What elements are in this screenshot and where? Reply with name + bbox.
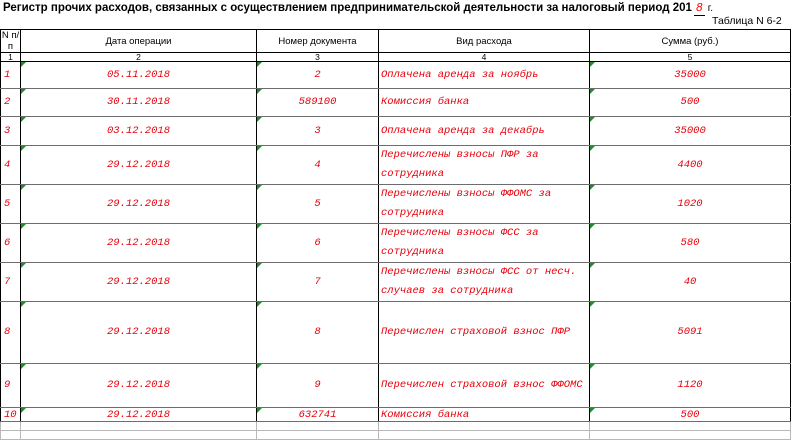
- register-title: [3, 2, 713, 16]
- comment-marker-icon: [21, 117, 26, 122]
- expense-type: Перечислены взносы ПФР за сотрудника: [381, 149, 539, 180]
- document-number: 4: [314, 158, 321, 171]
- expense-cell[interactable]: [379, 89, 590, 117]
- row-number: 4: [4, 158, 11, 171]
- comment-marker-icon: [257, 89, 262, 94]
- column-number-5: 5: [590, 53, 791, 62]
- operation-date: 29.12.2018: [106, 236, 170, 249]
- document-number: 7: [314, 275, 321, 288]
- table-row: [1, 263, 791, 302]
- date-cell[interactable]: [21, 62, 257, 89]
- expense-sum: 5091: [677, 326, 703, 338]
- table-row: [1, 224, 791, 263]
- comment-marker-icon: [257, 263, 262, 268]
- operation-date: 03.12.2018: [106, 124, 170, 137]
- date-cell[interactable]: [21, 117, 257, 146]
- expense-sum: 1120: [677, 379, 703, 391]
- row-number-cell[interactable]: [1, 89, 21, 117]
- expense-register-table: [0, 29, 791, 440]
- document-cell[interactable]: [257, 117, 379, 146]
- row-number-cell[interactable]: [1, 302, 21, 364]
- row-number: 8: [4, 326, 11, 338]
- empty-cell[interactable]: [379, 422, 590, 431]
- comment-marker-icon: [590, 224, 595, 229]
- row-number: 5: [4, 197, 11, 210]
- comment-marker-icon: [257, 302, 262, 307]
- empty-cell[interactable]: [590, 431, 791, 440]
- column-header-no: N п/п: [1, 30, 20, 52]
- date-cell[interactable]: [21, 185, 257, 224]
- comment-marker-icon: [590, 146, 595, 151]
- expense-sum: 40: [683, 275, 697, 288]
- row-number-cell[interactable]: [1, 146, 21, 185]
- column-header-expense: Вид расхода: [379, 30, 590, 53]
- row-number-cell[interactable]: [1, 408, 21, 422]
- comment-marker-icon: [590, 62, 595, 67]
- date-cell[interactable]: [21, 224, 257, 263]
- year-unit: г.: [707, 3, 714, 14]
- empty-cell[interactable]: [1, 431, 21, 440]
- date-cell[interactable]: [21, 146, 257, 185]
- register-title-text: Регистр прочих расходов, связанных с осуществлением предпринимательской деятельности за налоговый период 201: [3, 2, 692, 14]
- row-number-cell[interactable]: [1, 364, 21, 408]
- empty-cell[interactable]: [257, 422, 379, 431]
- document-cell[interactable]: [257, 185, 379, 224]
- expense-type: Перечислен страховой взнос ФФОМС: [381, 379, 583, 391]
- expense-sum: 500: [680, 96, 700, 108]
- comment-marker-icon: [257, 408, 262, 413]
- table-row: [1, 302, 791, 364]
- document-cell[interactable]: [257, 302, 379, 364]
- comment-marker-icon: [21, 408, 26, 413]
- sum-cell[interactable]: [590, 302, 791, 364]
- comment-marker-icon: [257, 224, 262, 229]
- column-number-1: 1: [1, 53, 21, 62]
- document-number: 589100: [298, 96, 337, 108]
- expense-type: Комиссия банка: [381, 96, 470, 108]
- comment-marker-icon: [257, 364, 262, 369]
- sum-cell[interactable]: [590, 117, 791, 146]
- expense-type: Оплачена аренда за декабрь: [381, 124, 545, 137]
- date-cell[interactable]: [21, 89, 257, 117]
- table-row: [1, 62, 791, 89]
- expense-type: Оплачена аренда за ноябрь: [381, 68, 539, 81]
- document-cell[interactable]: [257, 408, 379, 422]
- comment-marker-icon: [21, 146, 26, 151]
- date-cell[interactable]: [21, 263, 257, 302]
- column-number-2: 2: [21, 53, 257, 62]
- expense-cell[interactable]: [379, 364, 590, 408]
- column-header-date: Дата операции: [21, 30, 257, 53]
- year-suffix-field[interactable]: 8: [695, 2, 703, 15]
- expense-sum: 580: [680, 236, 700, 249]
- expense-sum: 1020: [677, 197, 703, 210]
- sum-cell[interactable]: [590, 146, 791, 185]
- row-number: 6: [4, 236, 11, 249]
- row-number: 1: [4, 68, 11, 81]
- date-cell[interactable]: [21, 302, 257, 364]
- row-number: 3: [4, 124, 11, 137]
- expense-sum: 35000: [674, 124, 706, 137]
- expense-cell[interactable]: [379, 185, 590, 224]
- row-number-cell[interactable]: [1, 62, 21, 89]
- operation-date: 29.12.2018: [106, 197, 170, 210]
- comment-marker-icon: [590, 185, 595, 190]
- row-number-cell[interactable]: [1, 224, 21, 263]
- sum-cell[interactable]: [590, 408, 791, 422]
- operation-date: 29.12.2018: [106, 275, 170, 288]
- document-cell[interactable]: [257, 62, 379, 89]
- table-row: [1, 146, 791, 185]
- comment-marker-icon: [21, 224, 26, 229]
- comment-marker-icon: [590, 89, 595, 94]
- expense-sum: 35000: [674, 68, 706, 81]
- empty-cell[interactable]: [1, 422, 21, 431]
- empty-cell[interactable]: [590, 422, 791, 431]
- expense-type: Перечислены взносы ФСС за сотрудника: [381, 227, 539, 258]
- document-cell[interactable]: [257, 89, 379, 117]
- column-header-row: [1, 30, 791, 53]
- column-header-document: Номер документа: [257, 30, 379, 53]
- column-number-4: 4: [379, 53, 590, 62]
- row-number-cell[interactable]: [1, 117, 21, 146]
- empty-cell[interactable]: [21, 431, 257, 440]
- document-cell[interactable]: [257, 224, 379, 263]
- empty-cell[interactable]: [257, 431, 379, 440]
- sum-cell[interactable]: [590, 185, 791, 224]
- operation-date: 05.11.2018: [106, 68, 170, 81]
- expense-sum: 4400: [677, 158, 703, 171]
- document-number: 6: [314, 236, 321, 249]
- row-number: 2: [4, 96, 11, 108]
- comment-marker-icon: [590, 408, 595, 413]
- operation-date: 29.12.2018: [106, 379, 170, 391]
- document-cell[interactable]: [257, 263, 379, 302]
- sum-cell[interactable]: [590, 364, 791, 408]
- expense-type: Перечислены взносы ФФОМС за сотрудника: [381, 188, 552, 219]
- comment-marker-icon: [21, 302, 26, 307]
- comment-marker-icon: [21, 185, 26, 190]
- comment-marker-icon: [590, 302, 595, 307]
- document-number: 8: [314, 326, 321, 338]
- comment-marker-icon: [21, 89, 26, 94]
- date-cell[interactable]: [21, 408, 257, 422]
- document-number: 5: [314, 197, 321, 210]
- comment-marker-icon: [21, 364, 26, 369]
- expense-cell[interactable]: [379, 263, 590, 302]
- document-number: 3: [314, 124, 321, 137]
- empty-cell[interactable]: [21, 422, 257, 431]
- row-number: 7: [4, 275, 11, 288]
- document-number: 2: [314, 68, 321, 81]
- expense-cell[interactable]: [379, 224, 590, 263]
- comment-marker-icon: [21, 263, 26, 268]
- document-number: 9: [314, 379, 321, 391]
- column-number-3: 3: [257, 53, 379, 62]
- sum-cell[interactable]: [590, 263, 791, 302]
- expense-cell[interactable]: [379, 117, 590, 146]
- empty-row: [1, 422, 791, 431]
- document-cell[interactable]: [257, 146, 379, 185]
- comment-marker-icon: [257, 62, 262, 67]
- operation-date: 29.12.2018: [106, 326, 170, 338]
- table-row: [1, 117, 791, 146]
- expense-type: Комиссия банка: [381, 408, 470, 421]
- empty-cell[interactable]: [379, 431, 590, 440]
- expense-cell[interactable]: [379, 146, 590, 185]
- table-number: Таблица N 6-2: [712, 15, 782, 27]
- date-cell[interactable]: [21, 364, 257, 408]
- operation-date: 29.12.2018: [106, 408, 170, 421]
- column-number-row: [1, 53, 791, 62]
- row-number-cell[interactable]: [1, 263, 21, 302]
- table-row: [1, 408, 791, 422]
- sum-cell[interactable]: [590, 89, 791, 117]
- row-number-cell[interactable]: [1, 185, 21, 224]
- expense-cell[interactable]: [379, 408, 590, 422]
- comment-marker-icon: [590, 364, 595, 369]
- comment-marker-icon: [257, 185, 262, 190]
- comment-marker-icon: [590, 263, 595, 268]
- expense-sum: 500: [680, 408, 700, 421]
- sum-cell[interactable]: [590, 62, 791, 89]
- comment-marker-icon: [257, 117, 262, 122]
- comment-marker-icon: [257, 146, 262, 151]
- comment-marker-icon: [21, 62, 26, 67]
- expense-cell[interactable]: [379, 62, 590, 89]
- expense-type: Перечислен страховой взнос ПФР: [381, 326, 571, 338]
- table-row: [1, 364, 791, 408]
- sum-cell[interactable]: [590, 224, 791, 263]
- operation-date: 29.12.2018: [106, 158, 170, 171]
- operation-date: 30.11.2018: [106, 96, 170, 108]
- expense-type: Перечислены взносы ФСС от несч. случаев за сотрудника: [381, 266, 577, 297]
- document-cell[interactable]: [257, 364, 379, 408]
- expense-cell[interactable]: [379, 302, 590, 364]
- document-number: 632741: [298, 408, 337, 421]
- column-header-sum: Сумма (руб.): [590, 30, 791, 53]
- comment-marker-icon: [590, 117, 595, 122]
- table-row: [1, 185, 791, 224]
- table-row: [1, 89, 791, 117]
- row-number: 10: [4, 408, 17, 421]
- empty-row: [1, 431, 791, 440]
- row-number: 9: [4, 379, 11, 391]
